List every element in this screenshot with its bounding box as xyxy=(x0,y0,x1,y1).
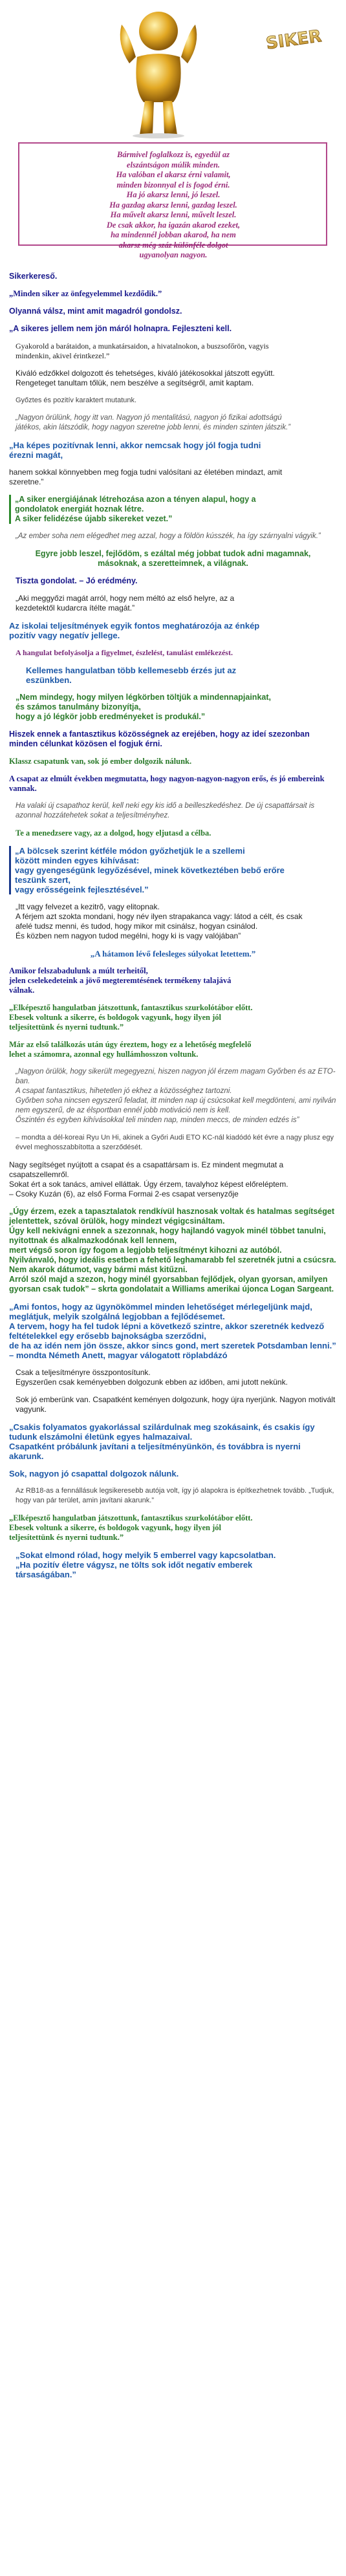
quote-line: és számos tanulmány bizonyítja, xyxy=(16,702,141,711)
golden-figure-icon xyxy=(116,5,200,138)
hero-quote-line: Ha jó akarsz lenni, jó leszel. xyxy=(126,190,221,199)
quote-item xyxy=(9,594,337,613)
quote-line: gondolatok energiát hoznak létre. xyxy=(15,504,144,514)
quote-line: – mondta Németh Anett, magyar válogatott röplabdázó xyxy=(9,1350,228,1360)
quote-item xyxy=(9,1207,337,1294)
quote-item xyxy=(9,828,337,838)
quote-line: „Ami fontos, hogy az ügynökömmel minden lehetőséget mérlegeljünk majd, xyxy=(9,1302,312,1312)
hero-quote-line: Ha művelt akarsz lenni, művelt leszel. xyxy=(110,210,237,219)
quote-line: „Nagyon örülünk, hogy itt van. Nagyon jó mentalitású, nagyon jó fizikai adottságú xyxy=(16,414,282,422)
quote-line: Kellemes hangulatban több kellemesebb érzés jut az xyxy=(26,666,237,675)
quote-line: Ebesek voltunk a sikerre, és boldogok vagyunk, hogy ilyen jól xyxy=(9,1013,221,1022)
quote-line: Sikerkereső. xyxy=(9,272,58,281)
hero-quote-line: minden bizonnyal el is fogod érni. xyxy=(116,180,230,189)
quotes-list xyxy=(9,272,337,1587)
quote-item xyxy=(9,549,337,568)
hero-quote-line: Bármivel foglalkozz is, egyedül az xyxy=(117,150,230,159)
quote-line: Az RB18-as a fennállásuk legsikeresebb autója volt, így jó alapokra is építkezhetnek tovább. „Tudjuk, hogy van pár terület, amin javítani akarunk.” xyxy=(16,1487,334,1504)
quote-line: teszünk szert, xyxy=(15,875,70,885)
quote-line: Arról szól majd a szezon, hogy minél gyorsabban fejlődjek, olyan gyorsan, amilyen gyorsan csak tudok” – skrta gondolatait a Williams amerikai újonca Logan Sargeant. xyxy=(9,1275,334,1293)
hero-quote-line: elszántságon múlik minden. xyxy=(126,160,221,169)
quote-line: Győrben soha nincsen egyszerű feladat, itt minden nap új csúcsokat kell megdönteni, ami nyilván nem egyszerű, de az élsportban ennél jobb motiváció nem is kell. xyxy=(16,1097,336,1114)
quote-item xyxy=(9,1067,337,1125)
quote-item xyxy=(9,730,337,749)
quote-line: pozitív vagy negatív jellege. xyxy=(9,631,120,640)
quote-line: „Nagyon örülök, hogy sikerült megegyezni, hiszen nagyon jól érzem magam Győrben és az ETO-ban. xyxy=(16,1068,336,1085)
quote-line: hogy a jó légkör jobb eredményeket is produkál.” xyxy=(16,712,206,721)
quote-line: kezdetektől kudarcra ítélte magát.” xyxy=(16,603,135,612)
quote-item xyxy=(9,324,337,334)
quote-line: Ha valaki új csapathoz kerül, kell neki egy kis idő a beilleszkedéshez. De új csapattársait is azonnal hozzátehetek sokat a teljesítményhez. xyxy=(16,802,315,819)
success-3d-logo xyxy=(259,19,329,57)
quote-item xyxy=(9,1368,337,1387)
hero-quote-line: ha mindennél jobban akarod, ha nem xyxy=(111,230,236,239)
quote-item xyxy=(9,413,337,433)
quote-line: „Minden siker az önfegyelemmel kezdődik.” xyxy=(9,289,162,298)
quote-line: „Sokat elmond rólad, hogy melyik 5 emberrel vagy kapcsolatban. xyxy=(16,1550,276,1560)
hero-quote xyxy=(26,150,321,261)
quote-item xyxy=(9,1133,337,1153)
quote-line: Amikor felszabadulunk a múlt terheitől, xyxy=(9,966,148,975)
quote-item xyxy=(9,369,337,388)
quote-line: Ebesek voltunk a sikerre, és boldogok vagyunk, hogy ilyen jól xyxy=(9,1523,221,1532)
quote-item xyxy=(9,495,337,524)
quote-item xyxy=(9,1486,337,1506)
quote-line: Nyilvánvaló, hogy ideális esetben a fehető leghamarabb fel szeretnék jutni a csúcsra. Nem akarok dátumot, vagy bármi mást kitűzni. xyxy=(9,1255,336,1274)
quote-line: A tervem, hogy ha fel tudok lépni a következő szintre, akkor szeretnék kedvező feltételekkel egy erősebb bajnokságba szerződni, xyxy=(9,1321,325,1341)
quote-line: És közben nem nagyon tudod megélni, hogy ki is vagy valójában” xyxy=(16,931,241,940)
hero-quote-line: ugyanolyan nagyon. xyxy=(139,250,208,259)
quote-item xyxy=(9,693,337,722)
quote-item xyxy=(9,289,337,299)
quote-line: „Ha képes pozitívnak lenni, akkor nemcsak hogy jól fogja tudni xyxy=(9,440,261,450)
quote-line: A hangulat befolyásolja a figyelmet, észlelést, tanulást emlékezést. xyxy=(16,648,233,657)
quote-line: A csapat fantasztikus, hihetetlen jó ekhez a közösséghez tartozni. xyxy=(16,1087,232,1095)
quote-line: „A siker energiájának létrehozása azon a tényen alapul, hogy a xyxy=(15,495,256,504)
quote-line: „A sikeres jellem nem jön máról holnapra. Fejleszteni kell. xyxy=(9,324,232,333)
quote-line: között minden egyes kihívásat: xyxy=(15,856,140,865)
quote-line: jelen cselekedeteink a jövő megteremtésének termékeny talajává xyxy=(9,976,232,985)
hero-section xyxy=(0,0,346,272)
quote-line: Hiszek ennek a fantasztikus közösségnek az erejében, hogy az ideí szezonban minden célunkat közösen el fogjuk érni. xyxy=(9,730,310,748)
quote-line: Őszintén és egyben kihívásokkal teli minden nap, minden meccs, de minden edzés is” xyxy=(16,1116,299,1124)
quote-line: Egyszerűen csak keményebben dolgozunk ebben az időben, ami jutott nekünk. xyxy=(16,1378,288,1387)
hero-quote-line: De csak akkor, ha igazán akarod ezeket, xyxy=(106,220,241,230)
quote-item xyxy=(9,966,337,995)
quote-line: „Úgy érzem, ezek a tapasztalatok rendkívül hasznosak voltak és hatalmas segítséget jelentettek, szóval örülök, hogy mindezt végigcsináltam. xyxy=(9,1207,334,1226)
quote-line: afelé tudsz menni, és tudod, hogy mikor mit csinálsz, hogyan csinálod. xyxy=(16,922,258,931)
quote-line: Már az első találkozás után úgy éreztem, hogy ez a lehetőség megfelelő xyxy=(9,1040,252,1049)
quote-line: A férjem azt szokta mondani, hogy név ilyen strapakanca vagy: látod a célt, és csak xyxy=(16,912,303,921)
quote-line: de ha az idén nem jön össze, akkor sincs gond, mert szeretek Potsdamban lenni.” xyxy=(9,1341,336,1350)
quote-item xyxy=(9,846,337,894)
quote-item xyxy=(9,307,337,316)
quote-item xyxy=(9,440,337,460)
quote-line: meglátjuk, melyik szolgálná legjobban a fejlődésemet. xyxy=(9,1312,225,1321)
quote-item xyxy=(9,666,337,685)
quote-line: vagy gyengeségünk legyőzésével, minek következtében bebő erőre xyxy=(15,865,285,875)
quote-line: „Csakis folyamatos gyakorlással szilárdulnak meg szokásaink, és csakis így tudunk elszámolni életünk egyes halmazaival. xyxy=(9,1422,315,1442)
quote-item xyxy=(9,1422,337,1461)
quote-line: Kiváló edzőkkel dolgozott és tehetséges, kiváló játékosokkal játszott együtt. xyxy=(16,369,275,378)
quote-line: „Ha pozitív életre vágysz, ne tölts sok időt negatív emberek xyxy=(16,1560,253,1570)
quote-line: „A hátamon lévő felesleges súlyokat letettem.” xyxy=(90,949,256,958)
quote-item xyxy=(9,1302,337,1360)
hero-quote-line: Ha gazdag akarsz lenni, gazdag leszel. xyxy=(109,200,237,210)
quote-line: „Aki meggyőzi magát arról, hogy nem méltó az első helyre, az a xyxy=(16,594,235,603)
quote-line: Olyanná válsz, mint amit magadról gondolsz. xyxy=(9,307,182,316)
quote-line: A csapat az elmúlt években megmutatta, hogy nagyon-nagyon-nagyon erős, és jó embereink vannak. xyxy=(9,774,325,793)
quote-item xyxy=(9,801,337,821)
quote-item xyxy=(9,532,337,541)
quote-line: teljesítettünk és nyerni tudtunk.” xyxy=(9,1023,124,1032)
quote-line: Egyre jobb leszel, fejlődöm, s ezáltal még jobbat tudok adni magamnak, xyxy=(35,549,311,558)
quote-line: Csapatként próbálunk javítani a teljesítményünkön, és továbbra is nyerni akarunk. xyxy=(9,1442,301,1461)
quote-line: Úgy kell nekivágni ennek a szezonnak, hogy hajlandó vagyok minél többet tanulni, nyitottnak és alkalmazkodónak kell lennem, xyxy=(9,1226,326,1245)
quote-line: Gyakorold a barátaidon, a munkatársaidon, a hivatalnokon, a buszsofőrön, vagyis xyxy=(16,341,269,351)
quote-line: Nagy segítséget nyújtott a csapat és a csapattársam is. Ez mindent megmutat a csapatszellemről. xyxy=(9,1160,284,1179)
hero-quote-line: Ha valóban el akarsz érni valamit, xyxy=(116,170,231,179)
quote-item xyxy=(9,1160,337,1199)
quote-line: „Elképesztő hangulatban játszottunk, fantasztikus szurkolótábor előtt. xyxy=(9,1003,253,1012)
quote-line: Te a menedzsere vagy, az a dolgod, hogy eljutasd a célba. xyxy=(16,828,211,838)
quote-line: teljesítettünk és nyerni tudtunk.” xyxy=(9,1533,124,1542)
success-word-text: SIKER xyxy=(265,27,323,54)
quote-line: társaságában.” xyxy=(16,1570,76,1579)
quote-line: – Csoky Kuzán (6), az első Forma Formai 2-es csapat versenyzője xyxy=(9,1189,239,1198)
quote-line: Klassz csapatunk van, sok jó ember dolgozik nálunk. xyxy=(9,757,192,766)
quote-item xyxy=(9,1469,337,1478)
quote-line: Tiszta gondolat. – Jó erédmény. xyxy=(16,576,138,585)
quote-item xyxy=(9,902,337,941)
quote-line: Rengeteget tanultam tőlük, nem beszélve a segítségről, amit kaptam. xyxy=(16,378,254,387)
quote-item xyxy=(9,1513,337,1542)
quote-line: hanem sokkal könnyebben meg fogja tudni valósítani az életében mindazt, amit xyxy=(9,468,283,477)
quote-line: érezni magát, xyxy=(9,450,63,460)
quote-item xyxy=(9,1040,337,1059)
quote-item xyxy=(9,648,337,658)
quote-line: válnak. xyxy=(9,986,35,995)
quote-line: lehet a számomra, azonnal egy hullámhosszon voltunk. xyxy=(9,1050,199,1059)
quote-line: vagy erősségeink fejlesztésével.” xyxy=(15,885,149,894)
quote-item xyxy=(9,1395,337,1414)
quote-item xyxy=(9,1003,337,1032)
quote-line: „Az ember soha nem elégedhet meg azzal, hogy a földön kússzék, ha így szárnyalni vágyik.” xyxy=(16,532,321,540)
quote-item xyxy=(9,576,337,586)
quote-line: „Nem mindegy, hogy milyen légkörben töltjük a mindennapjainkat, xyxy=(16,693,271,702)
quote-line: A siker felidézése újabb sikereket vezet.” xyxy=(15,514,173,523)
quote-line: mert végső soron így fogom a legjobb teljesítményt kihozni az autóból. xyxy=(9,1246,282,1255)
quote-line: „Elképesztő hangulatban játszottunk, fantasztikus szurkolótábor előtt. xyxy=(9,1513,253,1522)
quote-item xyxy=(9,949,337,958)
hero-quote-line: akarsz még száz különféle dolgot xyxy=(118,240,228,250)
quote-item xyxy=(9,774,337,794)
quote-line: játékos, akin látszódik, hogy nagyon szeretne jobb lenni, és minden szinten játszik.” xyxy=(16,424,291,431)
quote-item xyxy=(9,757,337,766)
quote-line: szeretne.” xyxy=(9,477,44,486)
quote-item xyxy=(9,1550,337,1579)
quote-line: „A bölcsek szerint kétféle módon győzhetjük le a szellemi xyxy=(15,846,245,856)
quote-line: Sok, nagyon jó csapattal dolgozok nálunk. xyxy=(9,1469,179,1478)
quote-line: – mondta a dél-koreai Ryu Un Hi, akinek a Győri Audi ETO KC-nál kiadódó két évre a nagy plusz egy évvel meghosszabbította a szerződését. xyxy=(16,1134,334,1151)
quote-line: eszünkben. xyxy=(26,675,72,685)
quote-line: Győztes és pozitív karaktert mutatunk. xyxy=(16,396,137,404)
quote-item xyxy=(9,621,337,640)
quote-line: Sokat ért a sok tanács, amivel elláttak. Úgy érzem, tavalyhoz képest előreléptem. xyxy=(9,1180,288,1189)
quote-item xyxy=(9,341,337,361)
quote-line: Sok jó emberünk van. Csapatként keményen dolgozunk, hogy újra nyerjünk. Nagyon motivált vagyunk. xyxy=(16,1395,336,1414)
quote-line: mindenkin, akivel érintkezel.” xyxy=(16,351,110,360)
quote-line: Csak a teljesítményre összpontosítunk. xyxy=(16,1368,151,1377)
quote-line: másoknak, a szeretteimnek, a világnak. xyxy=(98,559,248,568)
quote-item xyxy=(9,468,337,487)
quote-item xyxy=(9,272,337,281)
quote-item xyxy=(9,396,337,406)
quote-line: „Itt vagy felvezet a kezitrõ, vagy elitopnak. xyxy=(16,902,160,911)
quote-line: Az iskolai teljesítmények egyik fontos meghatározója az énkép xyxy=(9,621,260,631)
